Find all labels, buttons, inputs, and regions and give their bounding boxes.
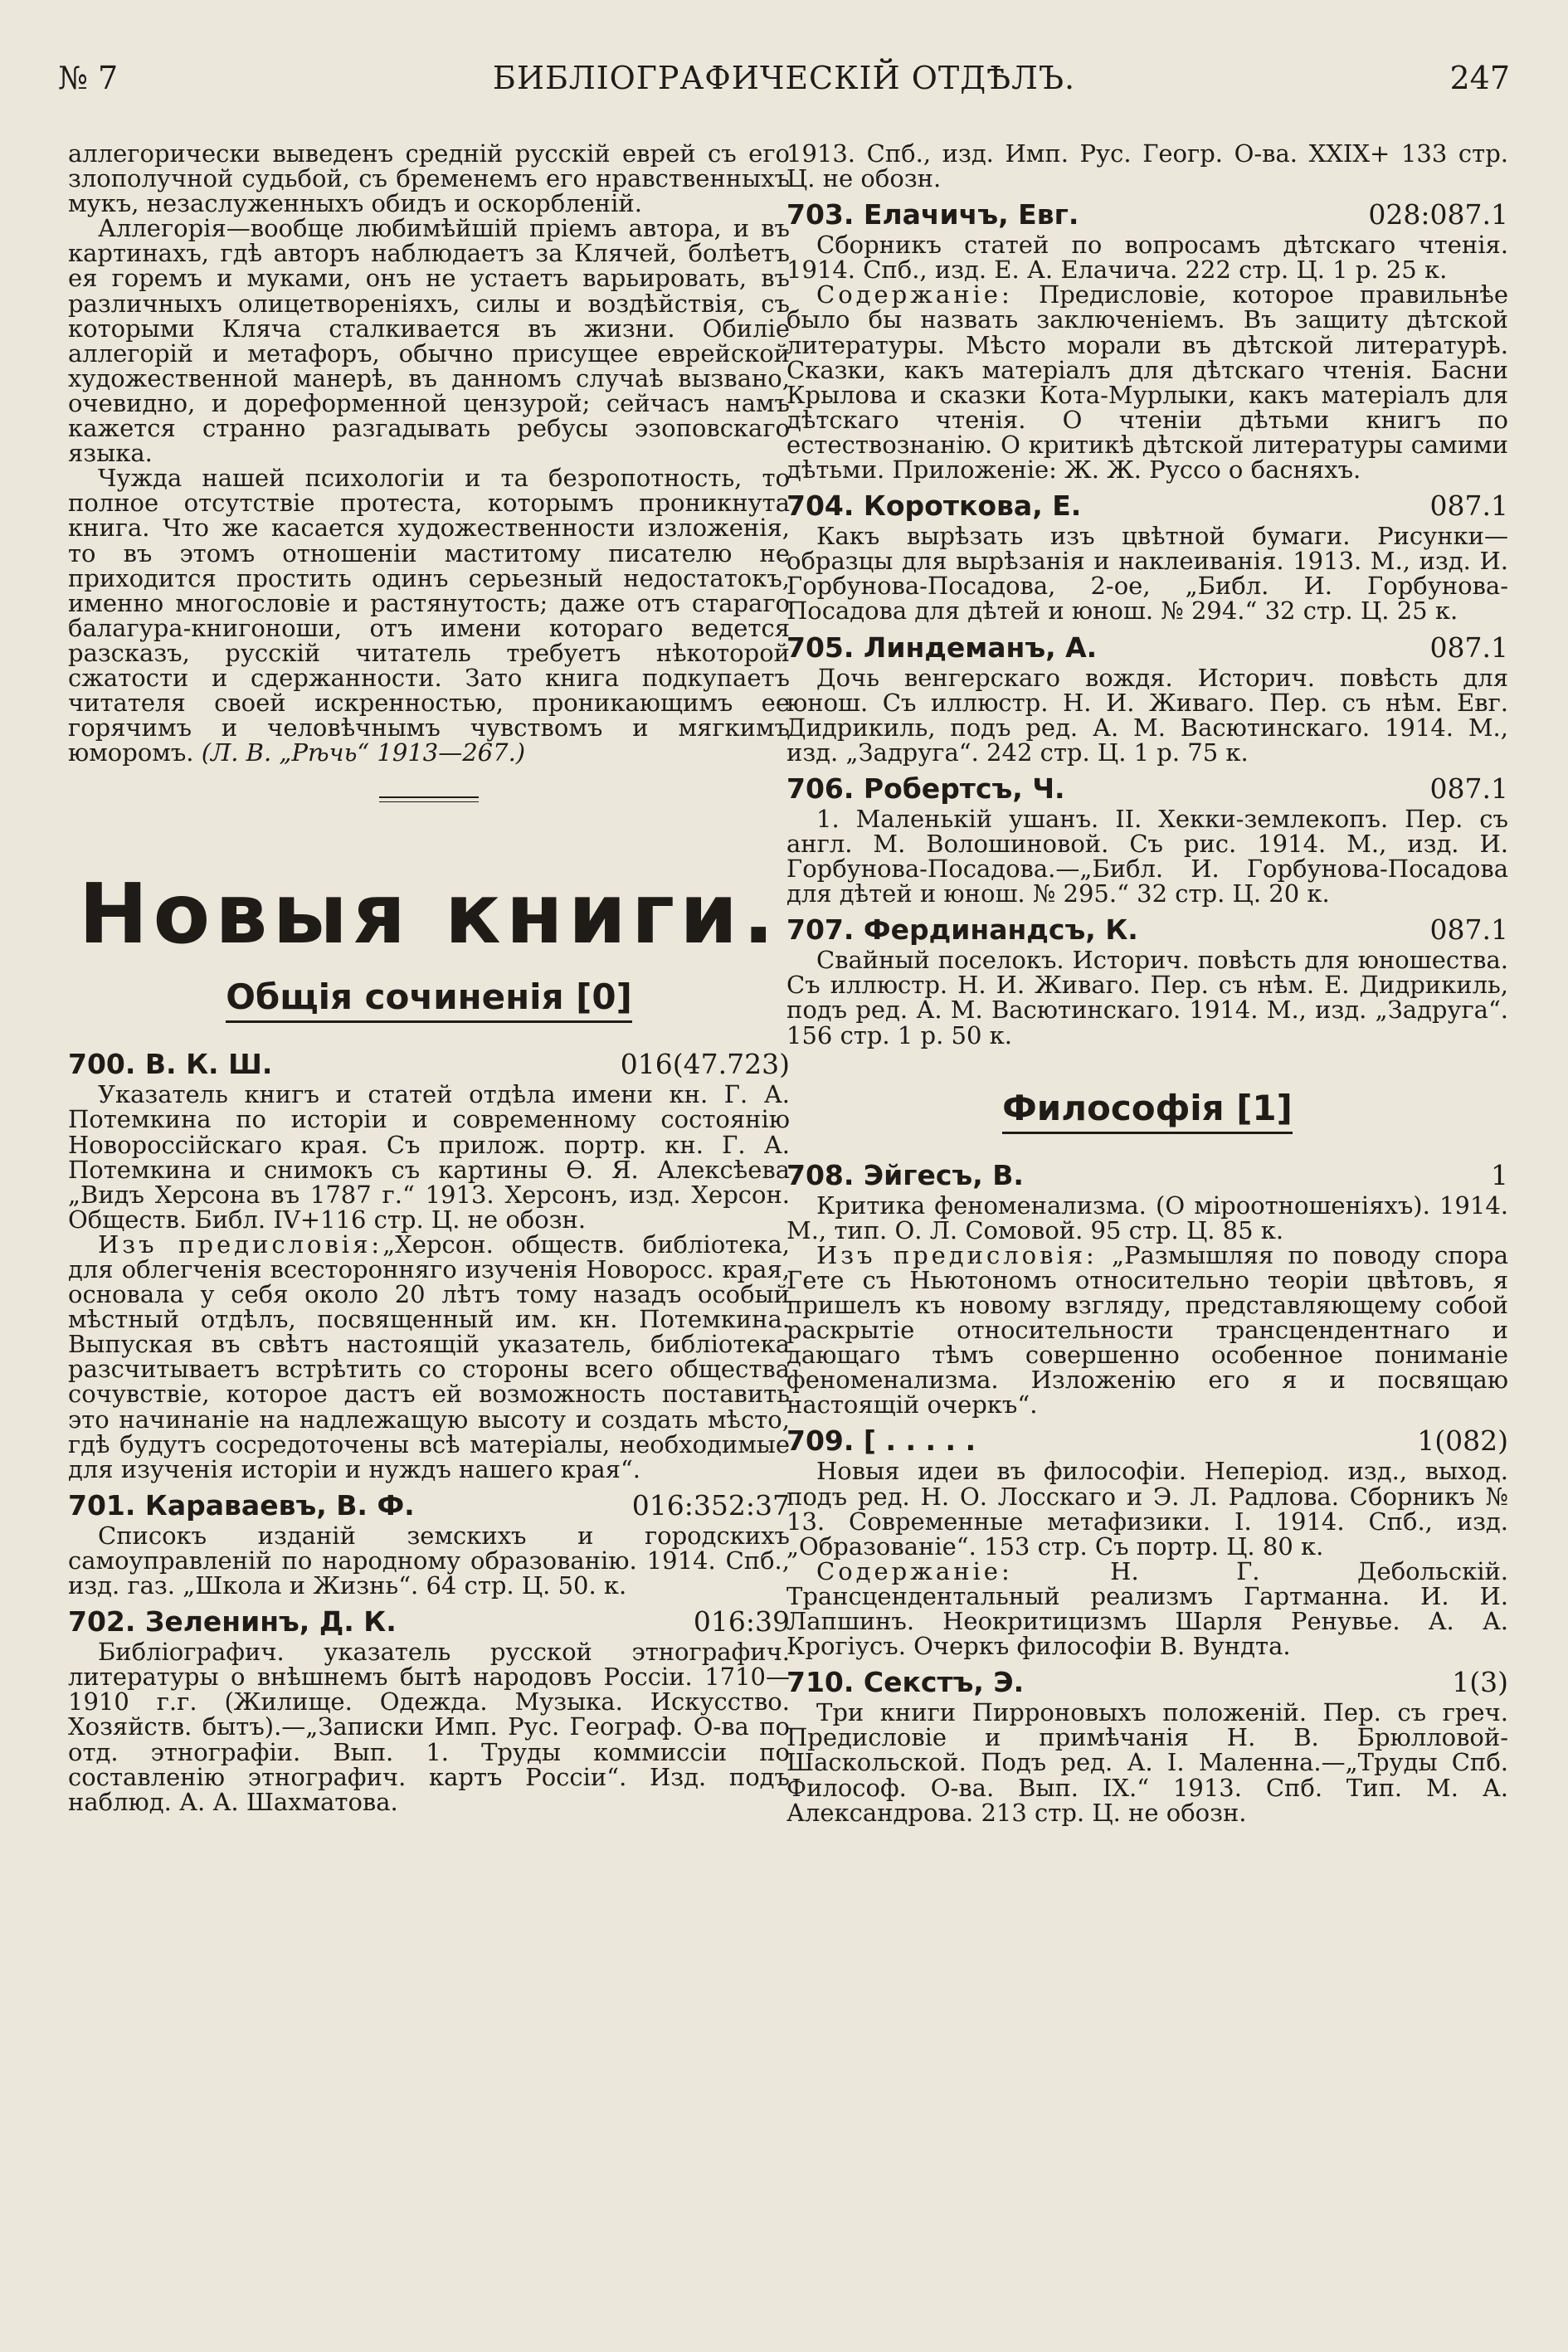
book-entry — [786, 632, 1508, 765]
book-entry — [68, 1490, 790, 1598]
entry-author: 703. Елачичъ, Евг. — [786, 198, 1079, 231]
entry-description: Библіографич. указатель русской этнографич. литературы о внѣшнемъ бытѣ народовъ Россіи. 1710—1910 г.г. (Жилище. Одежда. Музыка. Искусство. Хозяйств. бытъ).—„Записки Имп. Рус. Географ. О-ва по отд. этнографіи. Вып. 1. Труды коммиссіи по составленію этнографич. картъ Россіи“. Изд. подъ наблюд. А. А. Шахматова. — [68, 1638, 790, 1816]
review-paragraph: Аллегорія—вообще любимѣйшій пріемъ автора, и въ картинахъ, гдѣ авторъ наблюдаетъ за Клячей, болѣетъ ея горемъ и муками, онъ не устаетъ варьировать, въ различныхъ олицетвореніяхъ, силы и воздѣйствія, съ которыми Кляча сталкивается въ жизни. Обиліе аллегорій и метафоръ, обычно присущее еврейской художественной манерѣ, въ данномъ случаѣ вызвано, очевидно, и дореформенной цензурой; сейчасъ намъ кажется странно разгадывать ребусы эзоповскаго языка. — [68, 214, 790, 468]
contents-label: Содержаніе: — [816, 1556, 1013, 1585]
entry-header — [786, 1667, 1508, 1698]
page-title: БИБЛІОГРАФИЧЕСКІЙ ОТДѢЛЪ. — [492, 60, 1076, 96]
entry-header — [786, 1425, 1508, 1457]
entry-description: Указатель книгъ и статей отдѣла имени кн. Г. А. Потемкина по исторіи и современному состоянію Новороссійскаго края. Съ прилож. портр. кн. Г. А. Потемкина и снимокъ съ картины Ѳ. Я. Алексѣева „Видъ Херсона въ 1787 г.“ 1913. Херсонъ, изд. Херсон. Обществ. Библ. IV+116 стр. Ц. не обозн. — [68, 1080, 790, 1234]
new-books-title: Новыя книги. — [78, 865, 780, 963]
excerpt-text: „Херсон. обществ. библіотека, для облегченія всесторонняго изученія Новоросс. края, основала у себя около 20 лѣтъ тому назадъ особый мѣстный отдѣлъ, посвященный им. кн. Потемкина. Выпуская въ свѣтъ настоящій указатель, библіотека разсчитываетъ встрѣтить со стороны всего общества сочувствіе, которое дастъ ей возможность поставить это начинаніе на надлежащую высоту и создать мѣсто, гдѣ будутъ сосредоточены всѣ матеріалы, необходимые для изученія исторіи и нуждъ нашего края“. — [68, 1230, 790, 1483]
entry-contents — [786, 280, 1508, 485]
entry-header — [786, 914, 1508, 946]
issue-number: № 7 — [58, 60, 119, 96]
entry-description: Критика феноменализма. (О міроотношеніяхъ). 1914. М., тип. О. Л. Сомовой. 95 стр. Ц. 85 к. — [786, 1191, 1508, 1244]
entry-author: 704. Короткова, Е. — [786, 489, 1082, 523]
review-paragraph: аллегорически выведенъ средній русскій еврей съ его злополучной судьбой, съ бременемъ его нравственныхъ мукъ, незаслуженныхъ обидъ и оскорбленій. — [68, 141, 790, 218]
entry-description: Списокъ изданій земскихъ и городскихъ самоуправленій по народному образованію. 1914. Спб., изд. газ. „Школа и Жизнь“. 64 стр. Ц. 50. к. — [68, 1521, 790, 1600]
book-entry — [786, 773, 1508, 906]
entry-description: Сборникъ статей по вопросамъ дѣтскаго чтенія. 1914. Спб., изд. Е. А. Елачича. 222 стр. Ц. 1 р. 25 к. — [786, 231, 1508, 285]
contents-text: Предисловіе, которое правильнѣе было бы назвать заключеніемъ. Въ защиту дѣтской литературы. Мѣсто морали въ дѣтской литературѣ. Сказки, какъ матеріалъ для дѣтскаго чтенія. Басни Крылова и сказки Кота-Мурлыки, какъ матеріалъ для дѣтскаго чтенія. О чтеніи дѣтьми книгъ по естествознанію. О критикѣ дѣтской литературы самими дѣтьми. Приложеніе: Ж. Ж. Руссо о басняхъ. — [786, 280, 1508, 485]
book-entry — [786, 1424, 1508, 1661]
entry-continuation: 1913. Спб., изд. Имп. Рус. Геогр. О-ва. XXIX+ 133 стр. Ц. не обозн. — [786, 141, 1508, 193]
entry-header — [68, 1049, 790, 1080]
entry-classification: 1(3) — [1452, 1666, 1508, 1699]
section-heading-philosophy — [786, 1088, 1508, 1128]
entry-header — [68, 1606, 790, 1638]
entry-classification: 1(082) — [1417, 1424, 1508, 1458]
page-number: 247 — [1449, 60, 1510, 96]
book-entry — [786, 1666, 1508, 1827]
right-column — [786, 141, 1508, 2331]
entry-header — [786, 490, 1508, 522]
contents-text: Н. Г. Дебольскій. Трансцендентальный реализмъ Гартманна. И. И. Лапшинъ. Неокритицизмъ Шарля Ренувье. А. А. Крогіусъ. Очеркъ философіи В. Вундта. — [786, 1556, 1508, 1661]
entry-classification: 016:39 — [693, 1605, 790, 1639]
entry-header — [68, 1490, 790, 1522]
entry-description: 1. Маленькій ушанъ. II. Хекки-землекопъ. Пер. съ англ. М. Волошиновой. Съ рис. 1914. М., изд. И. Горбунова-Посадова.—„Библ. И. Горбунова-Посадова для дѣтей и юнош. № 295.“ 32 стр. Ц. 20 к. — [786, 804, 1508, 908]
section-heading-text: Философія [1] — [1002, 1088, 1293, 1134]
divider-ornament — [379, 796, 479, 802]
entry-classification: 016(47.723) — [620, 1048, 790, 1081]
excerpt-label: Изъ предисловія: — [98, 1230, 383, 1259]
section-heading-general — [68, 976, 790, 1017]
review-text: Чужда нашей психологіи и та безропотность, то полное отсутствіе протеста, которымъ проникнута книга. Что же касается художественности изложенія, то въ этомъ отношеніи маститому писателю не приходится простить одинъ серьезный недостатокъ, именно многословіе и растянутость; даже отъ стараго балагура-книгоноши, отъ имени котораго ведется разсказъ, русскій читатель требуетъ нѣкоторой сжатости и сдержанности. Зато книга подкупаетъ читателя своей искренностью, проникающимъ ее горячимъ и человѣчнымъ чувствомъ и мягкимъ юморомъ. — [68, 464, 790, 767]
entry-author: 709. [ . . . . . — [786, 1424, 976, 1458]
page-header — [58, 60, 1510, 110]
entry-classification: 087.1 — [1429, 913, 1508, 947]
entry-classification: 087.1 — [1429, 631, 1508, 664]
entry-header — [786, 632, 1508, 664]
entry-classification: 028:087.1 — [1368, 198, 1508, 231]
excerpt-label: Изъ предисловія: — [816, 1240, 1098, 1269]
entry-excerpt — [786, 1240, 1508, 1419]
entry-author: 705. Линдеманъ, А. — [786, 631, 1098, 664]
section-heading-text: Общія сочиненія [0] — [226, 976, 632, 1023]
entry-description: Какъ вырѣзать изъ цвѣтной бумаги. Рисунки—образцы для вырѣзанія и наклеиванія. 1913. М., изд. И. Горбунова-Посадова, 2-ое, „Библ. И. Горбунова-Посадова для дѣтей и юнош. № 294.“ 32 стр. Ц. 25 к. — [786, 522, 1508, 626]
entry-author: 702. Зеленинъ, Д. К. — [68, 1605, 397, 1639]
book-entry — [786, 489, 1508, 626]
entry-description: Новыя идеи въ философіи. Неперіод. изд., выход. подъ ред. Н. О. Лосскаго и Э. Л. Радлова. Сборникъ № 13. Современные метафизики. I. 1914. Спб., изд. „Образованіе“. 153 стр. Съ портр. Ц. 80 к. — [786, 1457, 1508, 1561]
entry-header — [786, 1160, 1508, 1191]
entry-classification: 1 — [1491, 1158, 1508, 1191]
book-entry — [786, 198, 1508, 485]
entry-author: 700. В. К. Ш. — [68, 1048, 273, 1081]
entry-author: 701. Караваевъ, В. Ф. — [68, 1488, 415, 1522]
entry-header — [786, 773, 1508, 805]
entry-author: 707. Фердинандсъ, К. — [786, 913, 1138, 947]
entry-classification: 016:352:37 — [631, 1488, 790, 1522]
entry-description: Три книги Пирроновыхъ положеній. Пер. съ греч. Предисловіе и примѣчанія Н. В. Брюлловой-Шаскольской. Подъ ред. А. І. Маленна.—„Труды Спб. Философ. О-ва. Вып. IX.“ 1913. Спб. Тип. М. А. Александрова. 213 стр. Ц. не обозн. — [786, 1698, 1508, 1827]
left-column — [68, 141, 790, 2331]
entry-excerpt — [68, 1232, 790, 1482]
entry-contents — [786, 1556, 1508, 1661]
entry-author: 706. Робертсъ, Ч. — [786, 772, 1065, 805]
entry-author: 710. Секстъ, Э. — [786, 1666, 1025, 1699]
entry-description: Дочь венгерскаго вождя. Историч. повѣсть для юнош. Съ иллюстр. Н. И. Живаго. Пер. съ нѣм. Евг. Дидрикиль, подъ ред. А. М. Васютинскаго. 1914. М., изд. „Задруга“. 242 стр. Ц. 1 р. 75 к. — [786, 663, 1508, 767]
review-citation: (Л. В. „Рѣчь“ 1913—267.) — [201, 738, 526, 767]
entry-header — [786, 199, 1508, 231]
book-entry — [786, 914, 1508, 1047]
book-entry — [68, 1049, 790, 1482]
review-paragraph — [68, 465, 790, 765]
excerpt-text: „Размышляя по поводу спора Гете съ Ньютономъ относительно теоріи цвѣтовъ, я пришелъ къ новому взгляду, представляющему собой раскрытіе относительности трансцендентнаго и дающаго тѣмъ совершенно особенное пониманіе феноменализма. Изложенію его я и посвящаю настоящій очеркъ“. — [786, 1240, 1508, 1419]
entry-author: 708. Эйгесъ, В. — [786, 1158, 1024, 1191]
contents-label: Содержаніе: — [816, 280, 1013, 309]
book-entry — [786, 1160, 1508, 1418]
entry-classification: 087.1 — [1429, 489, 1508, 523]
book-entry — [68, 1606, 790, 1814]
entry-description: Свайный поселокъ. Историч. повѣсть для юношества. Съ иллюстр. Н. И. Живаго. Пер. съ нѣм. Е. Дидрикиль, подъ ред. А. М. Васютинскаго. 1914. М., изд. „Задруга“. 156 стр. 1 р. 50 к. — [786, 946, 1508, 1049]
entry-classification: 087.1 — [1429, 772, 1508, 805]
